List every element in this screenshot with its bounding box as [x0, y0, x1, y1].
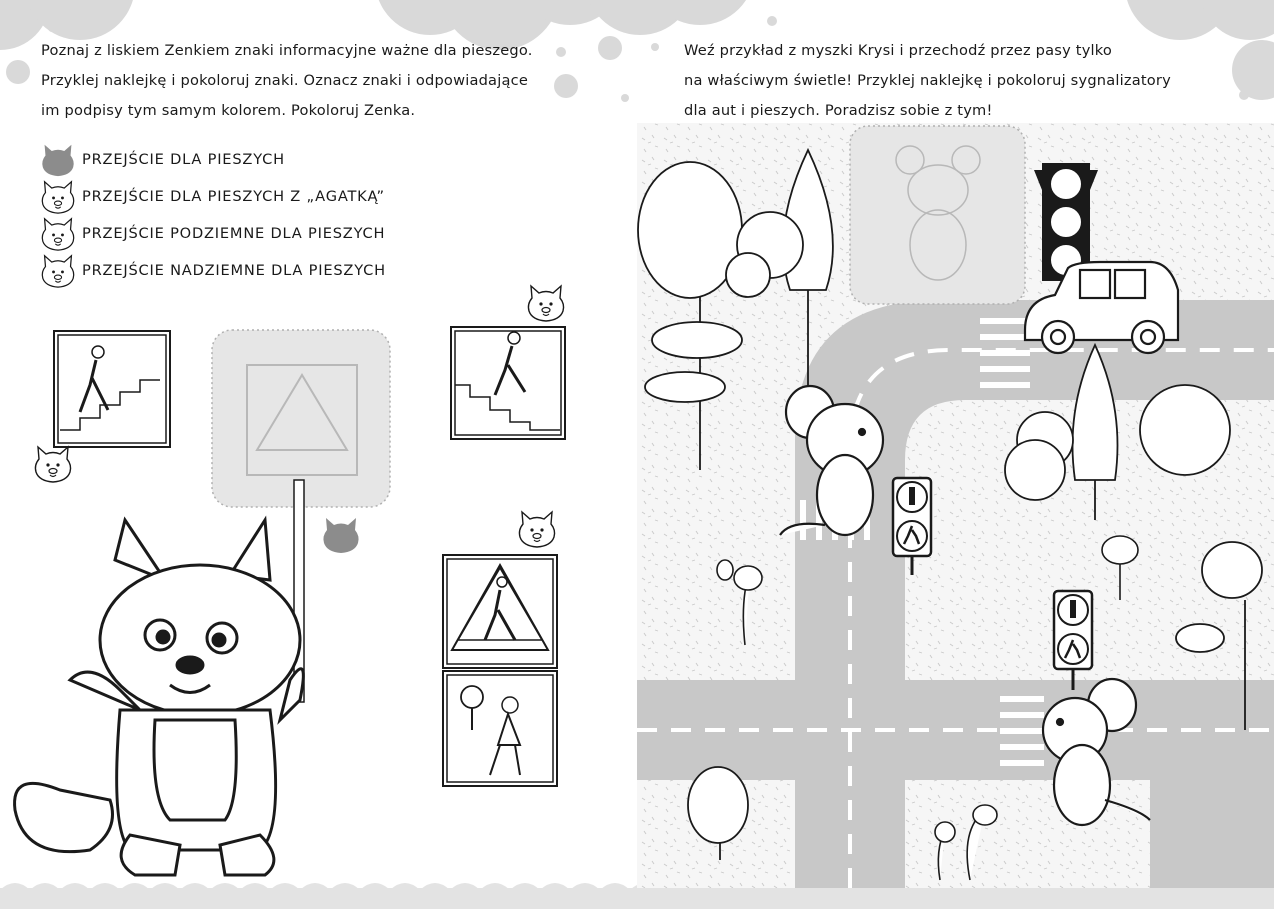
outline-cat-face-icon: [38, 180, 78, 214]
instruction-line: Weź przykład z myszki Krysi i przechodź przez pasy tylko: [684, 42, 1113, 59]
left-illustrations: [15, 286, 565, 875]
legend-label: PRZEJŚCIE PODZIEMNE DLA PIESZYCH: [82, 225, 386, 242]
cat-marker-icon: [519, 512, 554, 547]
cat-marker-icon: [528, 286, 563, 321]
outline-cat-face-icon: [38, 217, 78, 251]
legend-label: PRZEJŚCIE NADZIEMNE DLA PIESZYCH: [82, 262, 386, 279]
outline-cat-face-icon: [38, 254, 78, 288]
legend-item: [38, 141, 386, 178]
sign-legend: [38, 141, 386, 289]
filled-cat-face-icon: [38, 143, 78, 177]
instruction-line: na właściwym świetle! Przyklej naklejkę i pokoloruj sygnalizatory: [684, 72, 1171, 89]
legend-label: PRZEJŚCIE DLA PIESZYCH Z „AGATKĄ”: [82, 188, 385, 205]
instruction-line: im podpisy tym samym kolorem. Pokoloruj Zenka.: [41, 102, 416, 119]
legend-item: [38, 252, 386, 289]
left-instructions: [41, 36, 533, 126]
cat-marker-icon: [35, 447, 70, 482]
sign-overpass-crossing: [451, 327, 565, 439]
sign-crossing-with-agatka: [443, 671, 557, 786]
legend-item: [38, 215, 386, 252]
instruction-line: dla aut i pieszych. Poradzisz sobie z tym!: [684, 102, 993, 119]
instruction-line: Poznaj z liskiem Zenkiem znaki informacyjne ważne dla pieszego.: [41, 42, 533, 59]
cat-marker-filled-icon: [323, 518, 358, 553]
sign-underground-crossing: [54, 331, 170, 447]
legend-label: PRZEJŚCIE DLA PIESZYCH: [82, 151, 285, 168]
crossing-scene: [637, 123, 1274, 888]
right-instructions: [684, 36, 1171, 126]
instruction-line: Przyklej naklejkę i pokoloruj znaki. Oznacz znaki i odpowiadające: [41, 72, 529, 89]
fox-zenek: [15, 520, 304, 875]
legend-item: [38, 178, 386, 215]
sign-pedestrian-crossing: [443, 555, 557, 668]
